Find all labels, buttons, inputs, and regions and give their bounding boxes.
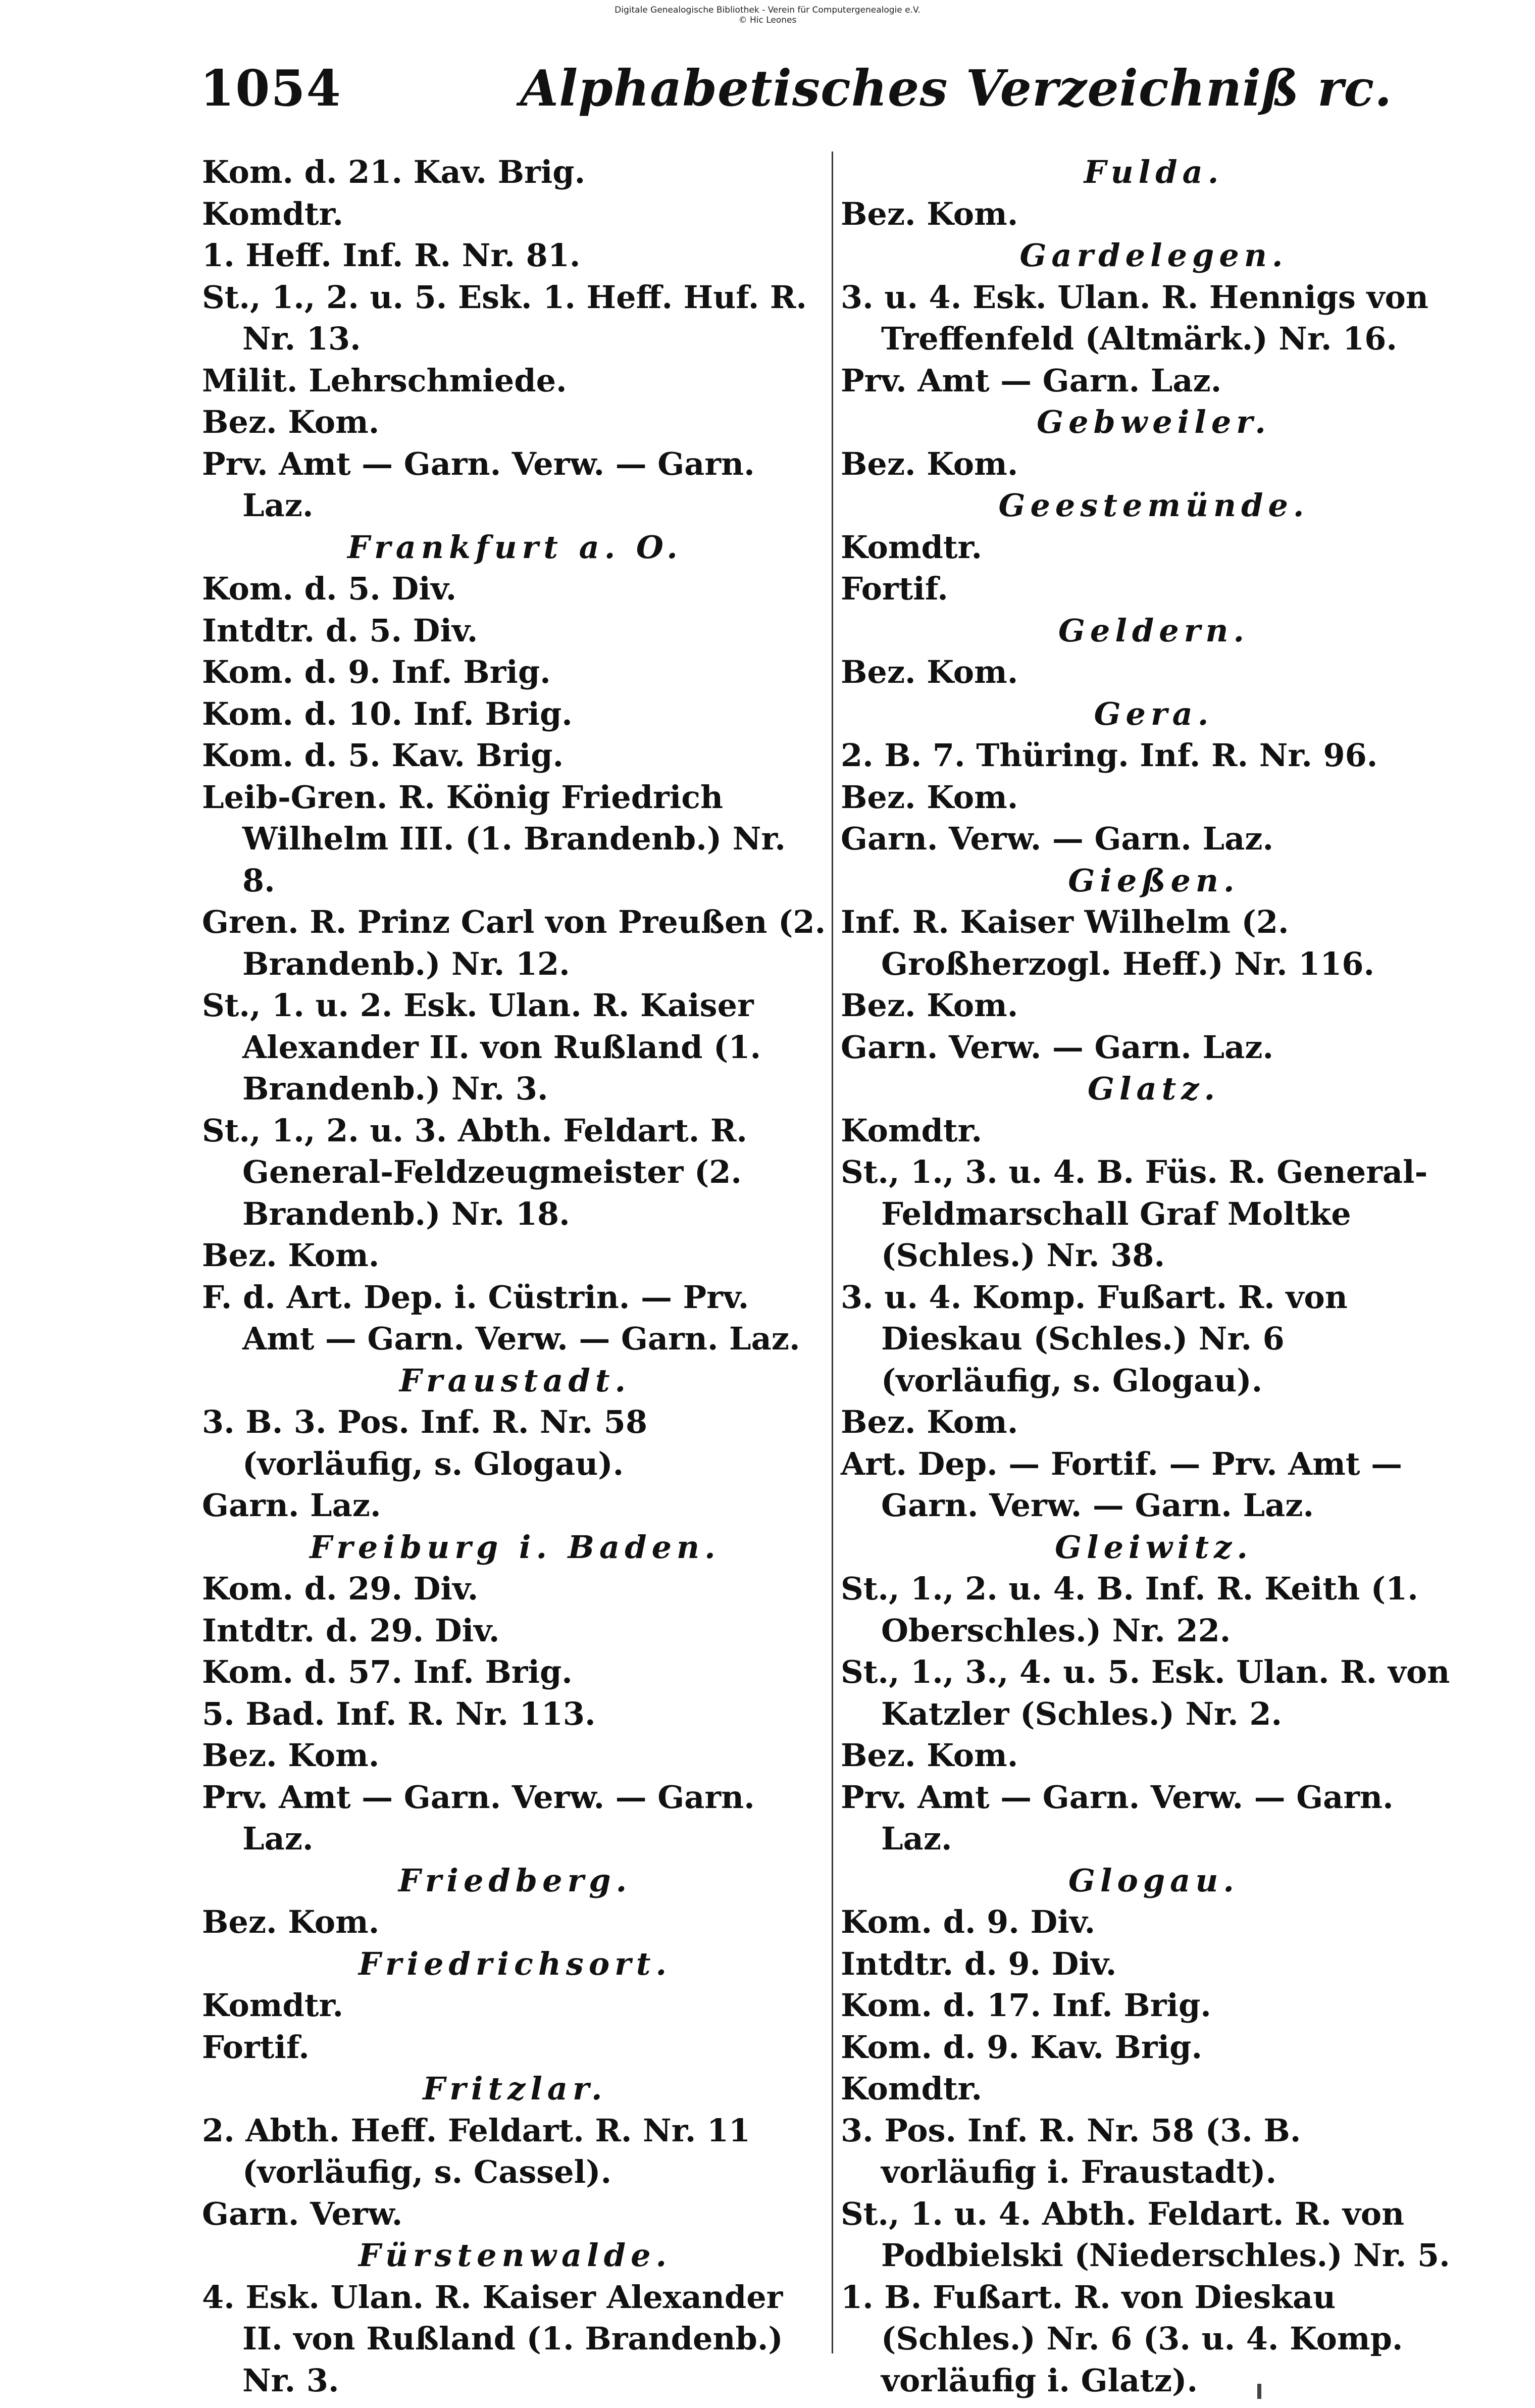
list-item: Bez. Kom. <box>841 1403 1018 1440</box>
list-item: Garn. Verw. <box>202 2195 403 2232</box>
list-item: Bez. Kom. <box>841 654 1018 690</box>
page-edge-mark <box>1257 2384 1261 2399</box>
list-item: Bez. Kom. <box>841 778 1018 816</box>
list-item: Art. Dep. — Fortif. — Prv. Amt — Garn. Verw. — Garn. Laz. <box>841 1445 1403 1524</box>
list-item: Bez. Kom. <box>202 1237 380 1274</box>
list-item: 5. Bad. Inf. R. Nr. 113. <box>202 1695 596 1732</box>
list-item: Intdtr. d. 5. Div. <box>202 612 478 649</box>
list-item: Bez. Kom. <box>202 1737 380 1774</box>
place-heading: Glogau. <box>1068 1862 1240 1899</box>
list-item: 1. B. Fußart. R. von Dieskau (Schles.) Nr. 6 (3. u. 4. Komp. vorläufig i. Glatz). <box>841 2278 1403 2399</box>
right-column <box>841 152 1467 2401</box>
running-head: Alphabetisches Verzeichniß rc. <box>520 60 1393 118</box>
list-item: St., 1., 2. u. 5. Esk. 1. Heff. Huf. R. Nr. 13. <box>202 278 807 357</box>
list-item: Kom. d. 5. Div. <box>202 570 457 607</box>
list-item: 3. B. 3. Pos. Inf. R. Nr. 58 (vorläufig, s. Glogau). <box>202 1403 648 1482</box>
list-item: Leib-Gren. R. König Friedrich Wilhelm III. (1. Brandenb.) Nr. 8. <box>202 778 786 899</box>
list-item: 2. Abth. Heff. Feldart. R. Nr. 11 (vorläufig, s. Cassel). <box>202 2112 751 2190</box>
watermark-line-1: Digitale Genealogische Bibliothek - Verein für Computergenealogie e.V. <box>615 5 920 15</box>
place-heading: Gera. <box>1094 695 1214 732</box>
place-heading: Gebweiler. <box>1037 404 1271 440</box>
list-item: Intdtr. d. 9. Div. <box>841 1945 1117 1982</box>
list-item: 4. Esk. Ulan. R. Kaiser Alexander II. von Rußland (1. Brandenb.) Nr. 3. <box>202 2278 783 2399</box>
list-item: 1. Heff. Inf. R. Nr. 81. <box>202 237 581 274</box>
list-item: Milit. Lehrschmiede. <box>202 362 567 399</box>
place-heading: Gardelegen. <box>1019 237 1288 274</box>
place-heading: Fraustadt. <box>399 1362 631 1399</box>
list-item: Prv. Amt — Garn. Verw. — Garn. Laz. <box>841 1778 1394 1857</box>
list-item: St., 1., 3. u. 4. B. Füs. R. General-Feldmarschall Graf Moltke (Schles.) Nr. 38. <box>841 1153 1428 1274</box>
list-item: Garn. Verw. — Garn. Laz. <box>841 1028 1274 1066</box>
place-heading: Friedrichsort. <box>358 1945 672 1982</box>
list-item: Komdtr. <box>841 1112 983 1149</box>
list-item: F. d. Art. Dep. i. Cüstrin. — Prv. Amt — Garn. Verw. — Garn. Laz. <box>202 1278 800 1357</box>
list-item: Komdtr. <box>841 528 983 566</box>
place-heading: Fritzlar. <box>423 2070 607 2107</box>
list-item: Fortif. <box>202 2028 310 2066</box>
list-item: Bez. Kom. <box>841 195 1018 232</box>
list-item: 3. u. 4. Komp. Fußart. R. von Dieskau (Schles.) Nr. 6 (vorläufig, s. Glogau). <box>841 1278 1348 1399</box>
place-heading: Frankfurt a. O. <box>347 528 683 566</box>
list-item: Kom. d. 9. Div. <box>841 1903 1096 1940</box>
place-heading: Gleiwitz. <box>1055 1528 1253 1566</box>
place-heading: Geldern. <box>1058 612 1250 649</box>
list-item: Garn. Laz. <box>202 1487 381 1524</box>
list-item: 3. u. 4. Esk. Ulan. R. Hennigs von Treffenfeld (Altmärk.) Nr. 16. <box>841 278 1428 357</box>
place-heading: Fürstenwalde. <box>358 2237 672 2274</box>
list-item: Kom. d. 57. Inf. Brig. <box>202 1653 573 1690</box>
list-item: Bez. Kom. <box>202 404 380 440</box>
place-heading: Gießen. <box>1068 862 1240 899</box>
list-item: St., 1. u. 4. Abth. Feldart. R. von Podbielski (Niederschles.) Nr. 5. <box>841 2195 1450 2274</box>
list-item: St., 1., 3., 4. u. 5. Esk. Ulan. R. von Katzler (Schles.) Nr. 2. <box>841 1653 1450 1732</box>
watermark-line-2: © Hic Leones <box>738 15 797 25</box>
list-item: Bez. Kom. <box>202 1903 380 1940</box>
place-heading: Friedberg. <box>398 1862 632 1899</box>
list-item: Kom. d. 9. Kav. Brig. <box>841 2028 1203 2066</box>
watermark <box>0 5 1535 25</box>
place-heading: Fulda. <box>1084 154 1224 190</box>
list-item: 2. B. 7. Thüring. Inf. R. Nr. 96. <box>841 737 1378 774</box>
list-item: St., 1., 2. u. 3. Abth. Feldart. R. General-Feldzeugmeister (2. Brandenb.) Nr. 18. <box>202 1112 748 1232</box>
list-item: Gren. R. Prinz Carl von Preußen (2. Brandenb.) Nr. 12. <box>202 904 826 982</box>
list-item: Komdtr. <box>202 195 344 232</box>
list-item: St., 1. u. 2. Esk. Ulan. R. Kaiser Alexander II. von Rußland (1. Brandenb.) Nr. 3. <box>202 987 761 1107</box>
list-item: Prv. Amt — Garn. Verw. — Garn. Laz. <box>202 1778 755 1857</box>
list-item: Kom. d. 29. Div. <box>202 1570 479 1607</box>
left-column <box>202 152 828 2401</box>
list-item: Kom. d. 21. Kav. Brig. <box>202 154 586 190</box>
list-item: Kom. d. 9. Inf. Brig. <box>202 654 551 690</box>
place-heading: Glatz. <box>1087 1070 1220 1107</box>
list-item: Kom. d. 5. Kav. Brig. <box>202 737 564 774</box>
list-item: Prv. Amt — Garn. Laz. <box>841 362 1222 399</box>
list-item: Bez. Kom. <box>841 1737 1018 1774</box>
list-item: 3. Pos. Inf. R. Nr. 58 (3. B. vorläufig i. Fraustadt). <box>841 2112 1301 2190</box>
list-item: St., 1., 2. u. 4. B. Inf. R. Keith (1. Oberschles.) Nr. 22. <box>841 1570 1418 1649</box>
list-item: Bez. Kom. <box>841 987 1018 1024</box>
list-item: Prv. Amt — Garn. Verw. — Garn. Laz. <box>202 445 755 524</box>
list-item: Kom. d. 10. Inf. Brig. <box>202 695 573 732</box>
list-item: Kom. d. 17. Inf. Brig. <box>841 1987 1211 2024</box>
column-divider <box>832 152 833 2353</box>
list-item: Bez. Kom. <box>841 445 1018 482</box>
list-item: Garn. Verw. — Garn. Laz. <box>841 820 1274 857</box>
list-item: Fortif. <box>841 570 948 607</box>
list-item: Inf. R. Kaiser Wilhelm (2. Großherzogl. Heff.) Nr. 116. <box>841 904 1375 982</box>
list-item: Komdtr. <box>202 1987 344 2024</box>
place-heading: Geestemünde. <box>998 487 1309 524</box>
list-item: Intdtr. d. 29. Div. <box>202 1612 500 1649</box>
list-item: Komdtr. <box>841 2070 983 2107</box>
page-number: 1054 <box>200 60 342 118</box>
place-heading: Freiburg i. Baden. <box>310 1528 721 1566</box>
